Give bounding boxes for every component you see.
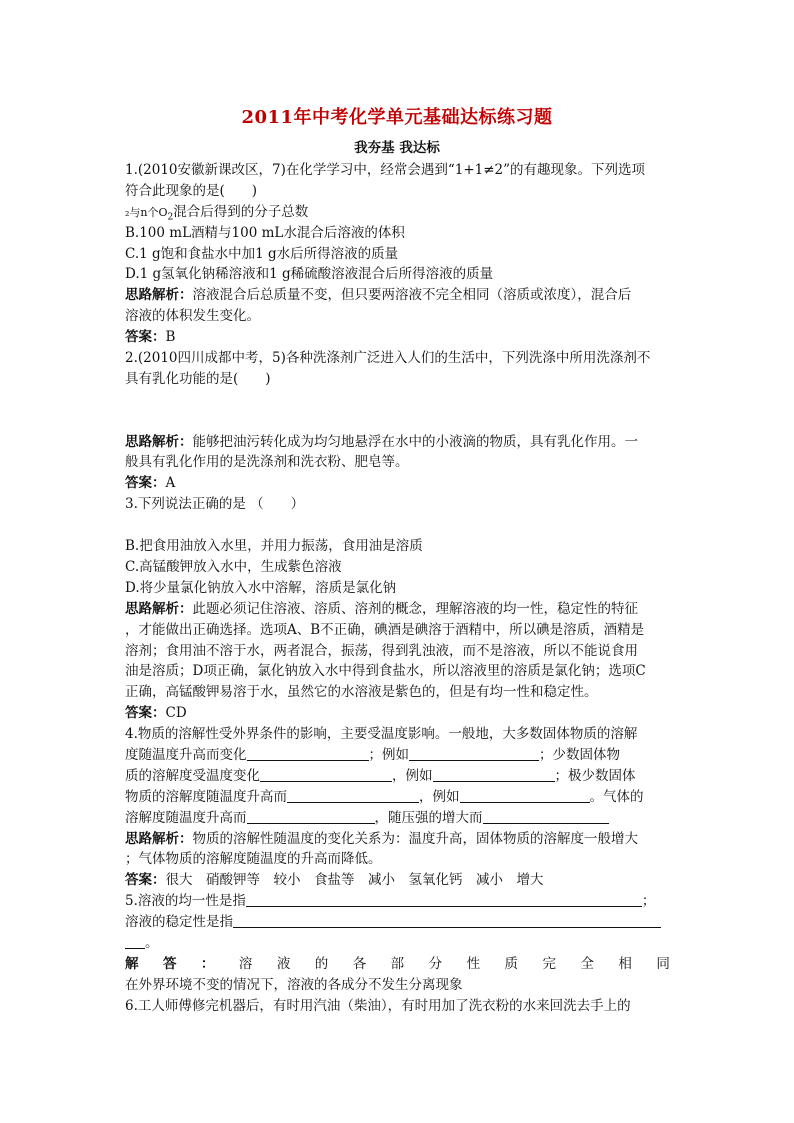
q3-analysis-label: 思路解析： [125,600,193,617]
q4-text: 。气体的 [589,788,644,805]
q5-stem-line2 [125,912,670,933]
q4-blank-8[interactable] [483,809,609,824]
page-title: 2011年中考化学单元基础达标练习题 [241,107,553,128]
q4-text: 度随温度升高而变化 [125,746,247,763]
page-subtitle: 我夯基 我达标 [354,140,440,156]
q5-answer-char: 液 [276,955,291,972]
q1-option-d: D.1 g氢氧化钠稀溶液和1 g稀硫酸溶液混合后所得溶液的质量 [125,266,494,283]
q5-blank-2[interactable] [233,913,661,928]
q5-text: 溶液的稳定性是指 [125,914,233,931]
q4-text: ；例如 [368,746,409,763]
q3-analysis-line1 [125,599,670,620]
q2-answer-label: 答案： [125,475,166,492]
q3-option-d: D.将少量氯化钠放入水中溶解，溶质是氯化钠 [125,579,397,596]
q5-answer-char: 分 [428,955,443,972]
q4-text: ；少数固体物 [539,746,620,763]
q4-stem-line3 [125,766,670,787]
q5-stem-line3 [125,933,670,954]
q2-analysis-line2: 般具有乳化作用的是洗涤剂和洗衣粉、肥皂等。 [125,454,409,471]
q4-text: ，随压强的增大而 [374,809,483,826]
q5-answer-char: 各 [352,955,367,972]
q3-option-b: B.把食用油放入水里，并用力振荡，食用油是溶质 [125,538,423,555]
q4-answer-value: 很大 硝酸钾等 较小 食盐等 减小 氢氧化钙 减小 增大 [165,872,544,889]
q4-text: 质的溶解度受温度变化 [125,767,260,784]
q4-stem-line5 [125,808,670,829]
q4-stem-line2 [125,745,670,766]
q1-option-a-post: 混合后得到的分子总数 [173,203,309,220]
q4-blank-1[interactable] [247,746,369,761]
q1-option-a [125,202,670,223]
q4-blank-3[interactable] [260,767,392,782]
q4-answer [125,870,670,891]
q2-missing-options-gap [125,390,670,432]
q4-analysis-text1: 物质的溶解性随温度的变化关系为：温度升高，固体物质的溶解度一般增大 [192,830,638,847]
q4-analysis-label: 思路解析： [125,830,193,847]
q2-analysis-text1: 能够把油污转化成为均匀地悬浮在水中的小液滴的物质，具有乳化作用。一 [192,433,638,450]
q2-stem-line2: 具有乳化功能的是( ) [125,370,271,387]
q4-text: 物质的溶解度随温度升高而 [125,788,287,805]
q4-analysis-line1 [125,829,670,850]
q5-answer-char: 部 [390,955,405,972]
q4-analysis-line2: ；气体物质的溶解度随温度的升高而降低。 [125,851,382,868]
q4-text: ，例如 [419,788,460,805]
q4-stem-line4 [125,787,670,808]
q1-option-c: C.1 g饱和食盐水中加1 g水后所得溶液的质量 [125,245,399,262]
q5-answer-line1 [125,954,670,975]
q3-answer [125,703,670,724]
q5-answer-char: 同 [656,955,670,972]
q5-answer-line2: 在外界环境不变的情况下，溶液的各成分不发生分离现象 [125,976,463,993]
q4-blank-6[interactable] [460,788,590,803]
q3-analysis-line2: ，才能做出正确选择。选项A、B不正确，碘酒是碘溶于酒精中，所以碘是溶质，酒精是 [125,621,645,638]
q3-answer-label: 答案： [125,705,166,722]
q4-answer-label: 答案： [125,872,166,889]
q1-answer [125,327,670,348]
q6-stem-line1: 6.工人师傅修完机器后，有时用汽油（柴油），有时用加了洗衣粉的水来回洗去手上的 [125,997,631,1014]
q1-option-b: B.100 mL酒精与100 mL水混合后溶液的体积 [125,224,405,241]
q3-option-c: C.高锰酸钾放入水中，生成紫色溶液 [125,558,342,575]
document-body [125,160,670,1017]
q1-analysis-text1: 溶液混合后总质量不变，但只要两溶液不完全相同（溶质或浓度），混合后 [192,287,632,304]
q1-analysis-line2: 溶液的体积发生变化。 [125,308,260,325]
q3-analysis-line4: 油是溶质；D项正确，氯化钠放入水中得到食盐水，所以溶液里的溶质是氯化钠；选项C [125,663,646,680]
q3-analysis-text1: 此题必须记住溶液、溶质、溶剂的概念，理解溶液的均一性，稳定性的特征 [192,600,638,617]
q2-stem-line1: 2.(2010四川成都中考，5)各种洗涤剂广泛进入人们的生活中，下列洗涤中所用洗涤剂不 [125,350,651,367]
q1-analysis-line1 [125,285,670,306]
q3-missing-option-gap [125,515,670,536]
q4-blank-5[interactable] [287,788,419,803]
q5-blank-2-continued[interactable] [125,934,145,949]
q5-blank-1[interactable] [246,892,642,907]
q4-blank-2[interactable] [409,746,539,761]
q5-answer-char: 溶 [238,955,253,972]
q1-stem-line2: 符合此现象的是( ) [125,182,258,199]
q5-answer-char: 完 [542,955,556,972]
q2-answer-value: A [165,475,176,492]
q4-text: 溶解度随温度升高而 [125,809,247,826]
q4-text: ；极少数固体 [554,767,636,784]
q5-text: 5.溶液的均一性是指 [125,893,246,910]
q3-analysis-line5: 正确，高锰酸钾易溶于水，虽然它的水溶液是紫色的，但是有均一性和稳定性。 [125,684,598,701]
q3-stem-line1: 3.下列说法正确的是 （ ） [125,496,305,513]
q5-answer-char: 的 [314,955,329,972]
q4-blank-4[interactable] [433,767,555,782]
q1-option-a-sub: 2 [167,212,174,223]
q1-stem-line1: 1.(2010安徽新课改区，7)在化学学习中，经常会遇到“1+1≠2”的有趣现象。下列选项 [125,162,646,178]
q5-stem-line1 [125,891,670,912]
q3-answer-value: CD [165,705,187,722]
q4-stem-line1: 4.物质的溶解性受外界条件的影响，主要受温度影响。一般地，大多数固体物质的溶解 [125,726,638,743]
q2-answer [125,473,670,494]
q2-analysis-line1 [125,432,670,453]
q5-text: 。 [145,934,159,951]
q1-answer-value: B [165,329,176,346]
q5-answer-char: 解 [125,955,139,972]
q1-option-a-pre: ₂与n个O [125,205,168,219]
q2-analysis-label: 思路解析： [125,433,193,450]
q5-answer-char: 质 [504,955,519,972]
q5-answer-char: 性 [466,955,481,972]
q1-answer-label: 答案： [125,329,166,346]
q4-text: ，例如 [392,767,433,784]
q5-answer-char: 相 [618,955,632,972]
q3-analysis-line3: 溶剂；食用油不溶于水，两者混合，振荡，得到乳浊液，而不是溶液，所以不能说食用 [125,642,638,659]
q5-answer-char: 全 [580,955,594,972]
q5-text: ； [641,893,656,910]
q5-answer-char: 答 [162,955,177,972]
q4-blank-7[interactable] [247,809,375,824]
q1-analysis-label: 思路解析： [125,287,193,304]
q5-answer-char: ： [200,955,215,972]
